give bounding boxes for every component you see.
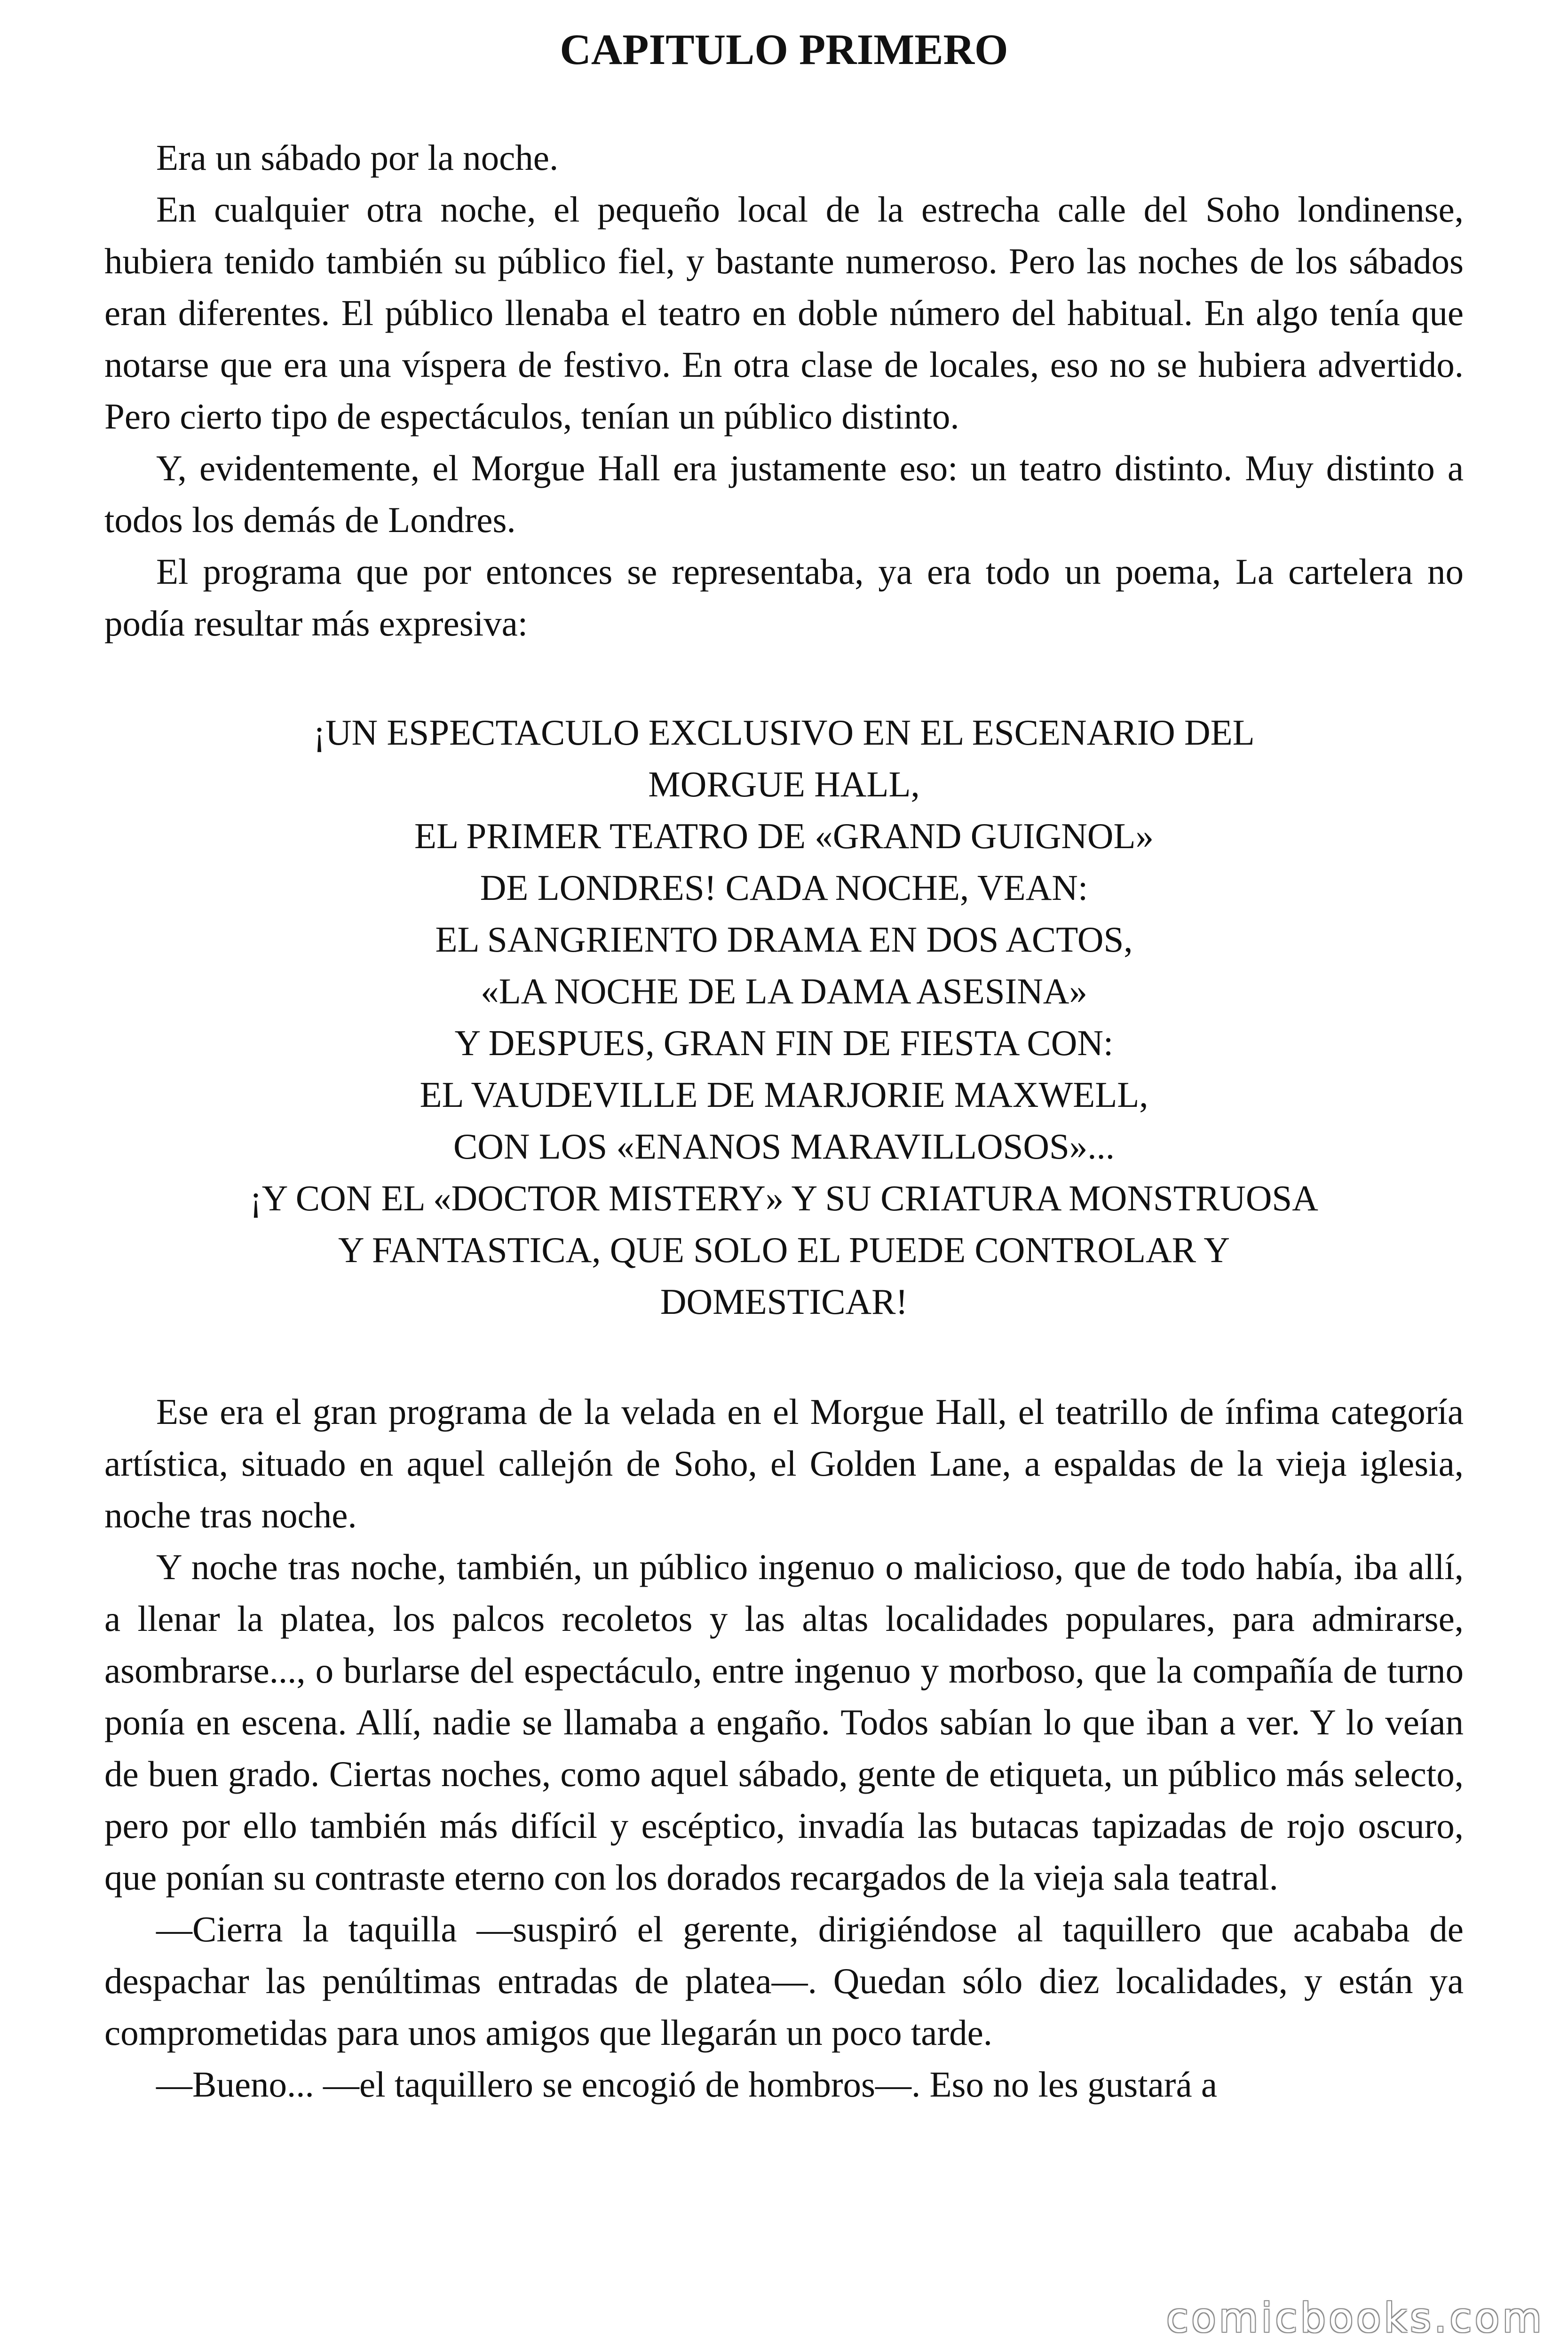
billboard-line: EL PRIMER TEATRO DE «GRAND GUIGNOL» (414, 816, 1154, 856)
body-text (104, 132, 1464, 2110)
paragraph: El programa que por entonces se representaba, ya era todo un poema, La cartelera no podía resultar más expresiva: (104, 551, 1464, 644)
billboard-line: ¡UN ESPECTACULO EXCLUSIVO EN EL ESCENARIO DEL (313, 712, 1255, 753)
paragraph: Era un sábado por la noche. (156, 137, 559, 178)
billboard-line: «LA NOCHE DE LA DAMA ASESINA» (481, 971, 1087, 1011)
theater-billboard (104, 707, 1464, 1327)
billboard-line: EL SANGRIENTO DRAMA EN DOS ACTOS, (435, 919, 1133, 960)
billboard-line: EL VAUDEVILLE DE MARJORIE MAXWELL, (420, 1074, 1148, 1115)
paragraph: En cualquier otra noche, el pequeño local de la estrecha calle del Soho londinense, hubiera tenido también su público fiel, y bastante numeroso. Pero las noches de los sábados eran diferentes. El público llenaba el teatro en doble número del habitual. En algo tenía que notarse que era una víspera de festivo. En otra clase de locales, eso no se hubiera advertido. Pero cierto tipo de espectáculos, tenían un público distinto. (104, 189, 1464, 437)
paragraph: —Bueno... —el taquillero se encogió de hombros—. Eso no les gustará a (156, 2064, 1218, 2105)
watermark: comicbooks.com (1166, 2295, 1544, 2342)
paragraph: Ese era el gran programa de la velada en el Morgue Hall, el teatrillo de ínfima categoría artística, situado en aquel callejón de Soho, el Golden Lane, a espaldas de la vieja iglesia, noche tras noche. (104, 1391, 1464, 1535)
billboard-line: Y FANTASTICA, QUE SOLO EL PUEDE CONTROLAR Y (338, 1230, 1230, 1270)
billboard-line: MORGUE HALL, (648, 764, 920, 804)
billboard-line: ¡Y CON EL «DOCTOR MISTERY» Y SU CRIATURA MONSTRUOSA (250, 1178, 1318, 1218)
document-page (104, 0, 1464, 2110)
billboard-line: Y DESPUES, GRAN FIN DE FIESTA CON: (454, 1023, 1114, 1063)
billboard-line: DE LONDRES! CADA NOCHE, VEAN: (480, 867, 1088, 908)
paragraph: —Cierra la taquilla —suspiró el gerente, dirigiéndose al taquillero que acababa de despachar las penúltimas entradas de platea—. Quedan sólo diez localidades, y están ya comprometidas para unos amigos que llegarán un poco tarde. (104, 1909, 1464, 2053)
chapter-title: CAPITULO PRIMERO (560, 25, 1008, 73)
paragraph: Y, evidentemente, el Morgue Hall era justamente eso: un teatro distinto. Muy distinto a todos los demás de Londres. (104, 448, 1464, 540)
billboard-line: DOMESTICAR! (660, 1281, 908, 1322)
paragraph: Y noche tras noche, también, un público ingenuo o malicioso, que de todo había, iba allí, a llenar la platea, los palcos recoletos y las altas localidades populares, para admirarse, asombrarse..., o burlarse del espectáculo, entre ingenuo y morboso, que la compañía de turno ponía en escena. Allí, nadie se llamaba a engaño. Todos sabían lo que iban a ver. Y lo veían de buen grado. Ciertas noches, como aquel sábado, gente de etiqueta, un público más selecto, pero por ello también más difícil y escéptico, invadía las butacas tapizadas de rojo oscuro, que ponían su contraste eterno con los dorados recargados de la vieja sala teatral. (104, 1547, 1464, 1898)
billboard-line: CON LOS «ENANOS MARAVILLOSOS»... (453, 1126, 1115, 1167)
